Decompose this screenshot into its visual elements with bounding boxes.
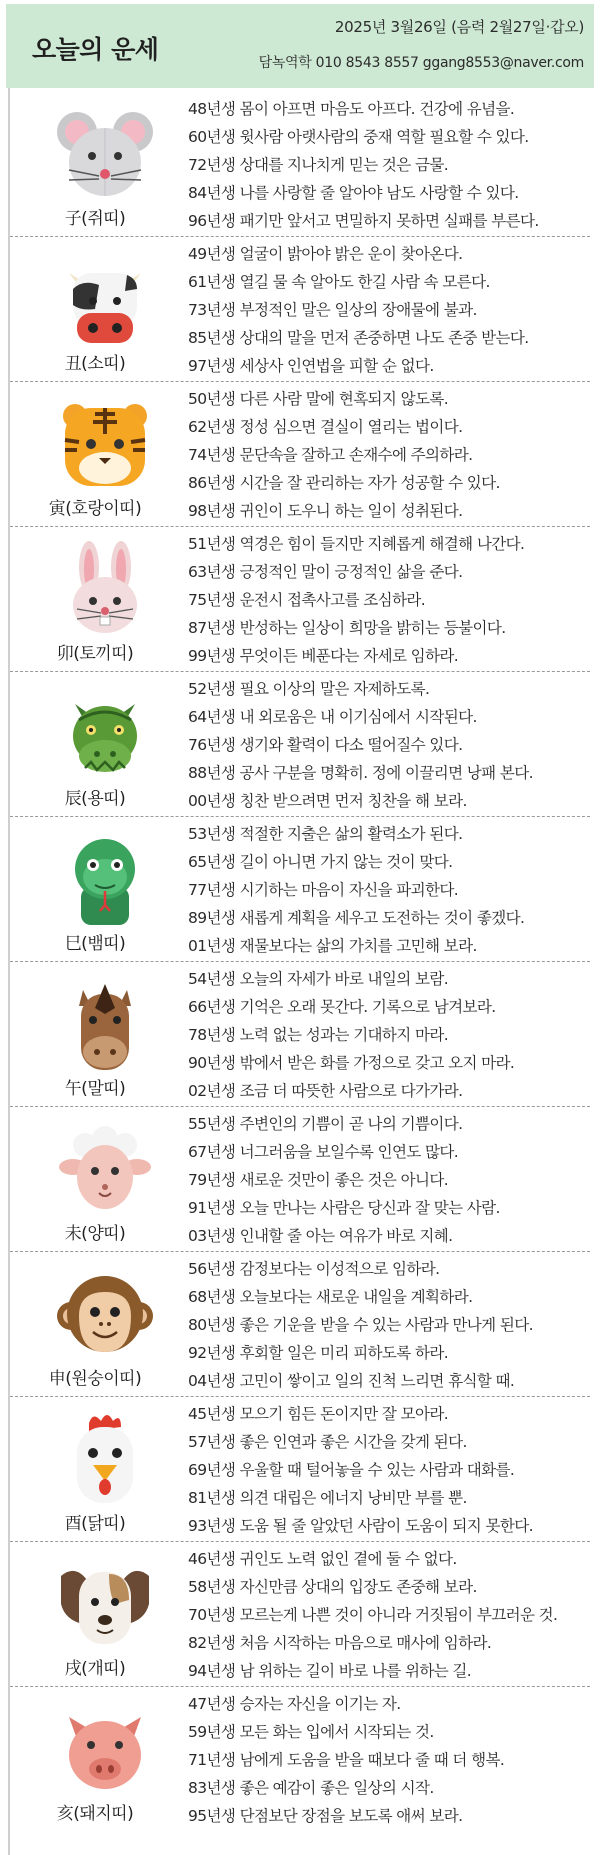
fortune-lines [188,1690,588,1830]
animal-cell [10,1687,180,1832]
fortune-line: 95년생 단점보단 장점을 보도록 애써 보라. [188,1807,463,1825]
fortune-line: 87년생 반성하는 일상이 희망을 밝히는 등불이다. [188,619,506,637]
fortune-line: 97년생 세상사 인연법을 피할 순 없다. [188,357,434,375]
fortune-line: 61년생 열길 물 속 알아도 한길 사람 속 모른다. [188,273,490,291]
fortune-line: 78년생 노력 없는 성과는 기대하지 마라. [188,1026,449,1044]
fortune-line: 04년생 고민이 쌓이고 일의 진척 느리면 휴식할 때. [188,1372,515,1390]
fortune-line: 98년생 귀인이 도우니 하는 일이 성취된다. [188,502,463,520]
fortune-line: 68년생 오늘보다는 새로운 내일을 계획하라. [188,1288,473,1306]
fortune-line: 92년생 후회할 일은 미리 피하도록 하라. [188,1344,449,1362]
ox-icon [55,249,155,349]
fortune-line: 81년생 의견 대립은 에너지 낭비만 부를 뿐. [188,1489,467,1507]
fortune-line: 90년생 밖에서 받은 화를 가정으로 갖고 오지 마라. [188,1054,515,1072]
animal-cell [10,92,180,237]
snake-icon [55,829,155,929]
fortune-line: 96년생 패기만 앞서고 면밀하지 못하면 실패를 부른다. [188,212,539,230]
fortune-lines [188,1110,588,1250]
fortune-line: 47년생 승자는 자신을 이기는 자. [188,1695,401,1713]
pig-icon [55,1699,155,1799]
fortune-line: 88년생 공사 구분을 명확히. 정에 이끌리면 낭패 본다. [188,764,533,782]
fortune-lines [188,530,588,670]
dog-icon [55,1554,155,1654]
page-title: 오늘의 운세 [32,35,159,64]
fortune-line: 58년생 자신만큼 상대의 입장도 존중해 보라. [188,1578,477,1596]
fortune-line: 99년생 무엇이든 베푼다는 자세로 임하라. [188,647,459,665]
rooster-icon [55,1409,155,1509]
contact-line: 담녹역학 010 8543 8557 ggang8553@naver.com [258,55,584,71]
header-bar [6,4,594,88]
zodiac-row [10,1107,590,1252]
fortune-line: 45년생 모으기 힘든 돈이지만 잘 모아라. [188,1405,449,1423]
fortune-line: 56년생 감정보다는 이성적으로 임하라. [188,1260,440,1278]
fortune-line: 93년생 도움 될 줄 알았던 사람이 도움이 되지 못한다. [188,1517,533,1535]
fortune-lines [188,1400,588,1540]
fortune-line: 60년생 윗사람 아랫사람의 중재 역할 필요할 수 있다. [188,128,529,146]
zodiac-label: 酉(닭띠) [64,1514,126,1534]
fortune-line: 52년생 필요 이상의 말은 자제하도록. [188,680,430,698]
fortune-line: 54년생 오늘의 자세가 바로 내일의 보람. [188,970,449,988]
fortune-line: 59년생 모든 화는 입에서 시작되는 것. [188,1723,434,1741]
animal-cell [10,1397,180,1542]
rabbit-icon [55,539,155,639]
fortune-line: 67년생 너그러움을 보일수록 인연도 많다. [188,1143,459,1161]
zodiac-label: 申(원숭이띠) [48,1369,142,1389]
animal-cell [10,527,180,672]
zodiac-list [10,92,590,1832]
fortune-line: 64년생 내 외로움은 내 이기심에서 시작된다. [188,708,477,726]
fortune-line: 03년생 인내할 줄 아는 여유가 바로 지혜. [188,1227,453,1245]
zodiac-label: 午(말띠) [64,1079,126,1099]
zodiac-row [10,817,590,962]
animal-cell [10,1252,180,1397]
animal-cell [10,382,180,527]
animal-cell [10,237,180,382]
fortune-line: 50년생 다른 사람 말에 현혹되지 않도록. [188,390,449,408]
fortune-line: 85년생 상대의 말을 먼저 존중하면 나도 존중 받는다. [188,329,529,347]
fortune-line: 69년생 우울할 때 털어놓을 수 있는 사람과 대화를. [188,1461,515,1479]
zodiac-label: 辰(용띠) [64,789,126,809]
animal-cell [10,1542,180,1687]
animal-cell [10,672,180,817]
fortune-line: 00년생 칭찬 받으려면 먼저 칭찬을 해 보라. [188,792,467,810]
zodiac-label: 子(쥐띠) [64,209,126,229]
zodiac-row [10,1397,590,1542]
zodiac-label: 巳(뱀띠) [64,934,126,954]
fortune-line: 48년생 몸이 아프면 마음도 아프다. 건강에 유념을. [188,100,515,118]
fortune-line: 73년생 부정적인 말은 일상의 장애물에 불과. [188,301,477,319]
fortune-lines [188,1255,588,1395]
fortune-line: 83년생 좋은 예감이 좋은 일상의 시작. [188,1779,434,1797]
rat-icon [55,104,155,204]
horse-icon [55,974,155,1074]
zodiac-row [10,672,590,817]
fortune-line: 76년생 생기와 활력이 다소 떨어질수 있다. [188,736,463,754]
fortune-line: 84년생 나를 사랑할 줄 알아야 남도 사랑할 수 있다. [188,184,519,202]
fortune-line: 71년생 남에게 도움을 받을 때보다 줄 때 더 행복. [188,1751,505,1769]
fortune-lines [188,675,588,815]
zodiac-label: 丑(소띠) [64,354,126,374]
fortune-line: 70년생 모르는게 나쁜 것이 아니라 거짓됨이 부끄러운 것. [188,1606,558,1624]
fortune-line: 62년생 정성 심으면 결실이 열리는 법이다. [188,418,463,436]
fortune-lines [188,820,588,960]
fortune-line: 57년생 좋은 인연과 좋은 시간을 갖게 된다. [188,1433,467,1451]
animal-cell [10,817,180,962]
fortune-line: 51년생 역경은 힘이 들지만 지혜롭게 해결해 나간다. [188,535,525,553]
zodiac-row [10,382,590,527]
fortune-line: 77년생 시기하는 마음이 자신을 파괴한다. [188,881,459,899]
fortune-line: 66년생 기억은 오래 못간다. 기록으로 남겨보라. [188,998,496,1016]
zodiac-label: 亥(돼지띠) [56,1804,134,1824]
fortune-line: 55년생 주변인의 기쁨이 곧 나의 기쁨이다. [188,1115,463,1133]
fortune-lines [188,240,588,380]
zodiac-label: 寅(호랑이띠) [48,499,142,519]
fortune-line: 80년생 좋은 기운을 받을 수 있는 사람과 만나게 된다. [188,1316,533,1334]
zodiac-label: 未(양띠) [64,1224,126,1244]
fortune-line: 74년생 문단속을 잘하고 손재수에 주의하라. [188,446,473,464]
fortune-line: 46년생 귀인도 노력 없인 곁에 둘 수 없다. [188,1550,457,1568]
zodiac-row [10,1252,590,1397]
fortune-line: 91년생 오늘 만나는 사람은 당신과 잘 맞는 사람. [188,1199,500,1217]
dragon-icon [55,684,155,784]
zodiac-label: 戌(개띠) [64,1659,126,1679]
zodiac-row [10,527,590,672]
tiger-icon [55,394,155,494]
fortune-line: 53년생 적절한 지출은 삶의 활력소가 된다. [188,825,463,843]
fortune-line: 65년생 길이 아니면 가지 않는 것이 맞다. [188,853,453,871]
animal-cell [10,962,180,1107]
fortune-line: 94년생 남 위하는 길이 바로 나를 위하는 길. [188,1662,472,1680]
fortune-lines [188,385,588,525]
fortune-lines [188,95,588,235]
fortune-line: 02년생 조금 더 따뜻한 사람으로 다가가라. [188,1082,463,1100]
fortune-line: 79년생 새로운 것만이 좋은 것은 아니다. [188,1171,449,1189]
fortune-line: 86년생 시간을 잘 관리하는 자가 성공할 수 있다. [188,474,500,492]
zodiac-row [10,1542,590,1687]
fortune-line: 01년생 재물보다는 삶의 가치를 고민해 보라. [188,937,477,955]
zodiac-label: 卯(토끼띠) [56,644,134,664]
fortune-line: 72년생 상대를 지나치게 믿는 것은 금물. [188,156,449,174]
date-line: 2025년 3월26일 (음력 2월27일·갑오) [334,18,584,36]
monkey-icon [55,1264,155,1364]
fortune-lines [188,965,588,1105]
sheep-icon [55,1119,155,1219]
fortune-lines [188,1545,588,1685]
fortune-line: 89년생 새롭게 계획을 세우고 도전하는 것이 좋겠다. [188,909,525,927]
animal-cell [10,1107,180,1252]
zodiac-row [10,92,590,237]
zodiac-row [10,962,590,1107]
fortune-line: 75년생 운전시 접촉사고를 조심하라. [188,591,426,609]
fortune-line: 49년생 얼굴이 밝아야 밝은 운이 찾아온다. [188,245,463,263]
fortune-line: 63년생 긍정적인 말이 긍정적인 삶을 준다. [188,563,463,581]
fortune-line: 82년생 처음 시작하는 마음으로 매사에 임하라. [188,1634,492,1652]
zodiac-row [10,237,590,382]
zodiac-row [10,1687,590,1832]
